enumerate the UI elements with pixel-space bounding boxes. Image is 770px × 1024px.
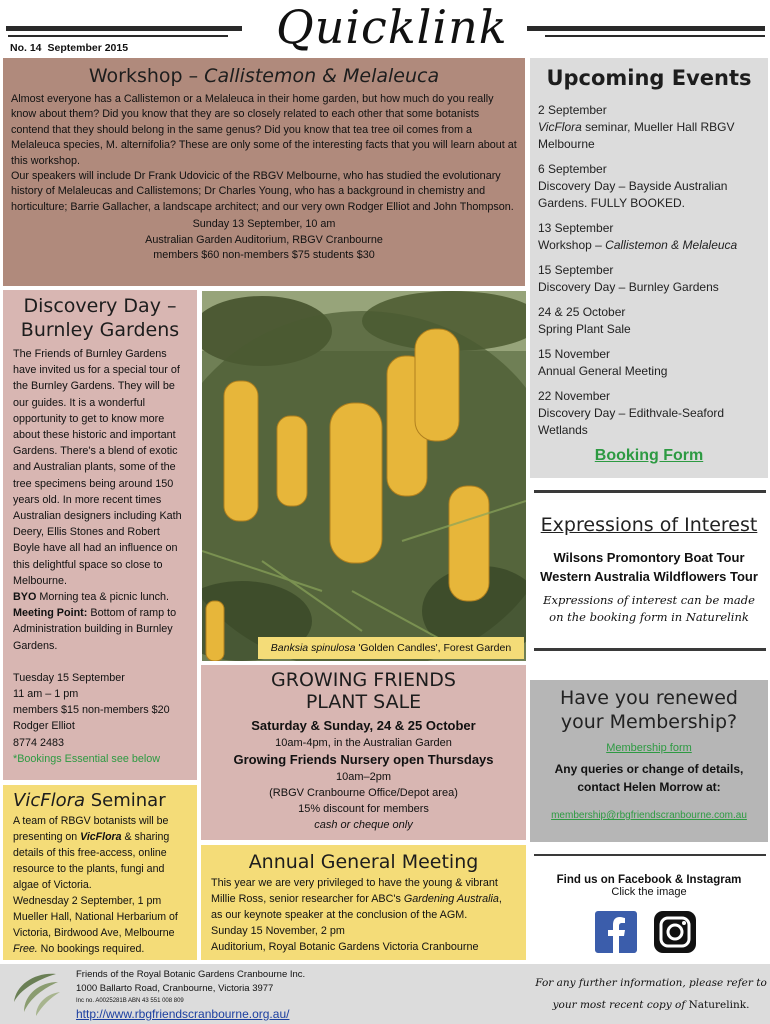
- masthead-rule-left: [6, 26, 242, 31]
- membership-email-link[interactable]: membership@rbgfriendscranbourne.com.au: [551, 810, 747, 821]
- event-description: Discovery Day – Edithvale-Seaford Wetlands: [538, 406, 725, 437]
- agm-title: Annual General Meeting: [248, 851, 479, 873]
- issue-number: No. 14: [10, 42, 42, 54]
- discovery-title: Discovery Day – Burnley Gardens: [20, 295, 180, 341]
- footer-url-link[interactable]: http://www.rbgfriendscranbourne.org.au/: [76, 1007, 290, 1021]
- vicflora-when: Wednesday 2 September, 1 pm: [13, 895, 162, 907]
- event-date: 13 September: [538, 221, 614, 235]
- expressions-note: Expressions of interest can be made on the booking form in Naturelink: [543, 593, 755, 624]
- event-item: [538, 304, 760, 338]
- membership-queries: Any queries or change of details, contact Helen Morrow at:: [554, 762, 744, 794]
- social-title: Find us on Facebook & Instagram: [556, 874, 742, 886]
- facebook-icon[interactable]: [595, 911, 637, 953]
- masthead-rule-right: [527, 26, 765, 31]
- instagram-icon[interactable]: [654, 911, 696, 953]
- event-date: 2 September: [538, 103, 607, 117]
- growing-title-2: PLANT SALE: [305, 691, 422, 713]
- event-item: [538, 388, 760, 439]
- workshop-price: members $60 non-members $75 students $30: [153, 249, 375, 262]
- booking-form-link[interactable]: Booking Form: [594, 447, 704, 464]
- discovery-body: The Friends of Burnley Gardens have invited us for a special tour of the Burnley Gardens. They will be our guides. It is a wonderful opportunity to get to know more about these historic and important Gardens. There's a blend of exotic and Australian plants, some of the tree specimens being around 150 years old. In more recent times Australian designers including Kath Deery, Ellis Stones and Robert Boyle have all had an influence on this delightful space so close to Melbourne.: [13, 348, 182, 587]
- discovery-byo: BYO Morning tea & picnic lunch.: [13, 591, 170, 604]
- discovery-contact: Rodger Elliot: [13, 720, 75, 733]
- friends-logo: [6, 968, 64, 1018]
- expressions-title: Expressions of Interest: [540, 514, 758, 536]
- tour-wa: Western Australia Wildflowers Tour: [540, 569, 758, 584]
- membership-title-2: your Membership?: [560, 711, 738, 733]
- growing-dates: Saturday & Sunday, 24 & 25 October: [251, 718, 476, 733]
- membership-panel: [530, 680, 768, 842]
- event-date: 24 & 25 October: [538, 305, 626, 319]
- growing-time: 10am-4pm, in the Australian Garden: [275, 737, 452, 749]
- agm-panel: [201, 845, 526, 960]
- event-description: VicFlora seminar, Mueller Hall RBGV Melbourne: [538, 120, 735, 151]
- event-date: 15 September: [538, 263, 614, 277]
- footer-org: Friends of the Royal Botanic Gardens Cranbourne Inc.: [76, 969, 306, 980]
- divider: [534, 648, 766, 651]
- divider: [534, 854, 766, 856]
- event-description: Workshop – Callistemon & Melaleuca: [538, 238, 738, 252]
- discovery-time: 11 am – 1 pm: [13, 688, 79, 701]
- photo-caption: Banksia spinulosa 'Golden Candles', Forest Garden: [258, 637, 524, 659]
- event-date: 15 November: [538, 347, 611, 361]
- workshop-intro: Almost everyone has a Callistemon or a Melaleuca in their home garden, but how much do you really know about them? Did you know that they are so closely related to each other that some botanists contend that they should belong in the same genus? Did you know that tea tree oil comes from a Melaleuca species, M. alternifolia? These are only some of the interesting facts that you will learn about at this workshop.: [11, 93, 517, 167]
- event-item: [538, 102, 760, 153]
- growing-payment: cash or cheque only: [314, 819, 413, 831]
- divider: [534, 490, 766, 493]
- agm-where: Auditorium, Royal Botanic Gardens Victoria Cranbourne: [211, 941, 479, 953]
- agm-when: Sunday 15 November, 2 pm: [211, 925, 345, 937]
- growing-title-1: GROWING FRIENDS: [271, 669, 456, 691]
- event-description: Spring Plant Sale: [538, 322, 631, 336]
- masthead-rule-right-thin: [545, 35, 765, 37]
- event-description: Discovery Day – Bayside Australian Gardens. FULLY BOOKED.: [538, 179, 728, 210]
- membership-form-link[interactable]: Membership form: [606, 742, 692, 754]
- workshop-panel: [3, 58, 525, 286]
- masthead-title: Quicklink: [276, 0, 508, 54]
- workshop-date: Sunday 13 September, 10 am: [192, 218, 336, 231]
- event-item: [538, 262, 760, 296]
- social-subtitle: Click the image: [611, 886, 687, 898]
- membership-title-1: Have you renewed: [560, 687, 738, 709]
- growing-nursery: Growing Friends Nursery open Thursdays: [233, 752, 494, 767]
- discovery-phone: 8774 2483: [13, 736, 65, 749]
- event-item: [538, 161, 760, 212]
- event-description: Discovery Day – Burnley Gardens: [538, 280, 719, 294]
- discovery-meeting: Meeting Point: Bottom of ramp to Administration building in Burnley Gardens.: [13, 607, 177, 652]
- upcoming-events-title: Upcoming Events: [546, 66, 752, 90]
- tour-wilsons: Wilsons Promontory Boat Tour: [553, 550, 745, 565]
- bookings-note: *Bookings Essential see below: [13, 752, 161, 765]
- vicflora-free: Free. No bookings required.: [13, 943, 145, 955]
- discovery-price: members $15 non-members $20: [13, 704, 170, 717]
- social-section: [530, 874, 768, 898]
- growing-location: (RBGV Cranbourne Office/Depot area): [269, 787, 458, 799]
- footer-address: 1000 Ballarto Road, Cranbourne, Victoria 3977: [76, 983, 274, 994]
- vicflora-where: Mueller Hall, National Herbarium of Victoria, Birdwood Ave, Melbourne: [13, 911, 178, 939]
- event-date: 6 September: [538, 162, 607, 176]
- workshop-speakers: Our speakers will include Dr Frank Udovicic of the RBGV Melbourne, who has studied the evolutionary history of Melaleucas and Callistemons; Dr Charles Young, who has a background in chemistry and horticulture; Barrie Gallacher, a landscape architect; and our very own Rodger Elliot and John Thompson.: [11, 170, 514, 213]
- issue-date: September 2015: [47, 42, 129, 54]
- expressions-section: [530, 512, 768, 626]
- growing-discount: 15% discount for members: [298, 803, 429, 815]
- footer-reg: Inc no. A0025281B ABN 43 551 008 809: [76, 998, 184, 1004]
- event-item: [538, 220, 760, 254]
- growing-friends-panel: [201, 665, 526, 840]
- masthead-rule-left-thin: [8, 35, 228, 37]
- event-description: Annual General Meeting: [538, 364, 668, 378]
- events-list: [538, 102, 760, 439]
- event-item: [538, 346, 760, 380]
- workshop-venue: Australian Garden Auditorium, RBGV Cranbourne: [145, 233, 383, 246]
- issue-info: [10, 42, 134, 54]
- agm-body: This year we are very privileged to have the young & vibrant Millie Ross, senior researcher for ABC's Gardening Australia, as our keynote speaker at the conclusion of the AGM.: [211, 877, 502, 921]
- vicflora-body: A team of RBGV botanists will be presenting on VicFlora & sharing details of this free-access, online resource to the plants, fungi and algae of Victoria.: [13, 815, 170, 891]
- banksia-photo: [202, 291, 526, 661]
- vicflora-panel: [3, 785, 197, 960]
- workshop-title: Workshop – Callistemon & Melaleuca: [88, 65, 440, 87]
- growing-nursery-time: 10am–2pm: [335, 771, 392, 783]
- event-date: 22 November: [538, 389, 611, 403]
- footer-note: For any further information, please refer to your most recent copy of Naturelink.: [535, 977, 767, 1011]
- vicflora-title: VicFlora Seminar: [13, 790, 166, 811]
- footer-org-info: [76, 968, 376, 1023]
- upcoming-events-panel: [530, 58, 768, 478]
- discovery-day-panel: [3, 290, 197, 780]
- discovery-date: Tuesday 15 September: [13, 671, 125, 684]
